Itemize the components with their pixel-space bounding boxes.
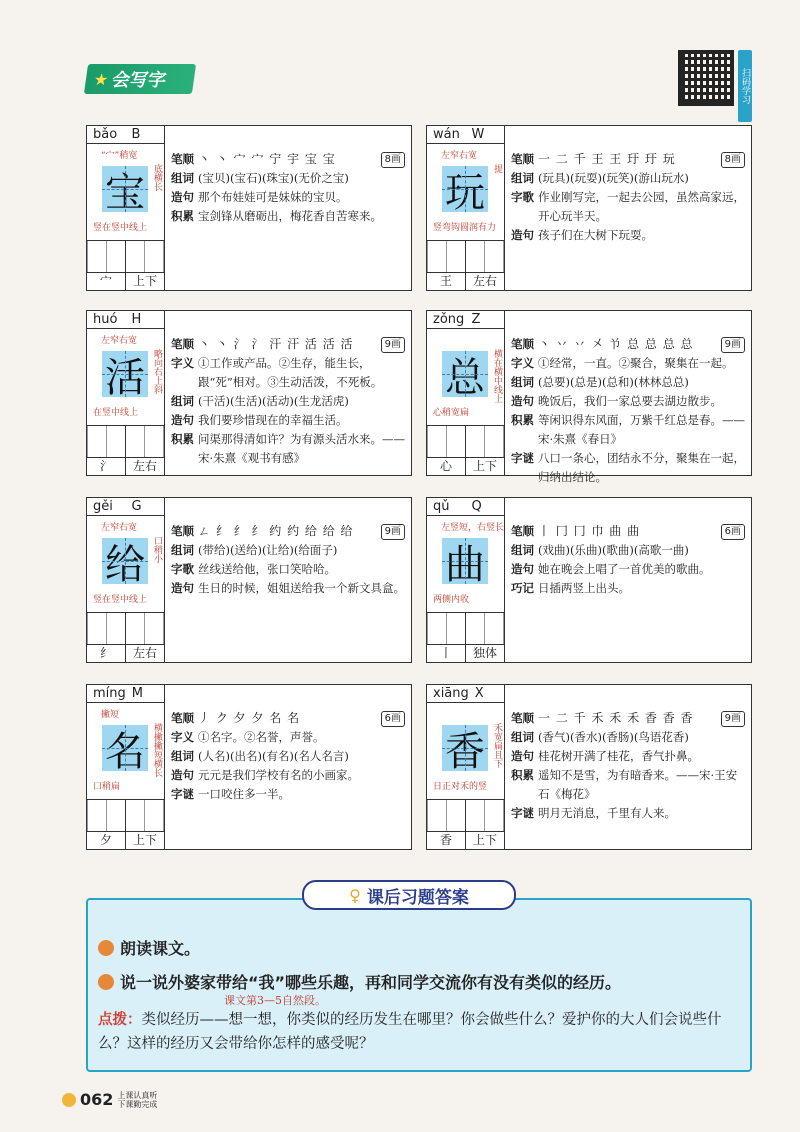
bottom-hint: 在竖中线上 <box>93 408 139 418</box>
detail-label: 积累 <box>171 432 194 446</box>
detail-row <box>511 188 745 226</box>
index-letter: Z <box>471 312 481 327</box>
stroke-sequence: 一 二 千 禾 禾 禾 香 香 香 <box>538 711 694 725</box>
stroke-sequence: 一 二 千 王 王 玗 玗 玩 <box>538 152 676 166</box>
detail-label: 造句 <box>511 394 534 408</box>
char-details <box>171 522 405 598</box>
detail-text: 问渠那得清如许？为有源头活水来。——宋·朱熹《观书有感》 <box>198 432 405 465</box>
detail-label: 积累 <box>171 209 194 223</box>
answers-title-text: 课后习题答案 <box>366 887 469 908</box>
char-writing-grid <box>87 685 165 849</box>
bottom-hint: 竖弯钩圆润有力 <box>433 223 497 233</box>
detail-label: 造句 <box>511 562 534 576</box>
char-area <box>87 144 164 240</box>
hint-label: 点拨： <box>98 1012 142 1028</box>
stroke-order-row <box>511 335 745 354</box>
stroke-label: 笔顺 <box>171 337 194 351</box>
detail-label: 字谜 <box>171 787 194 801</box>
detail-label: 造句 <box>171 768 194 782</box>
index-letter: G <box>131 499 142 514</box>
detail-label: 组词 <box>171 394 194 408</box>
stroke-count: 9画 <box>721 711 745 727</box>
char-writing-grid <box>87 311 165 475</box>
detail-text: 那个布娃娃可是妹妹的宝贝。 <box>198 190 348 204</box>
top-hint: 左窄右宽 <box>101 336 138 346</box>
index-letter: Q <box>471 499 482 514</box>
stroke-count: 8画 <box>721 152 745 168</box>
structure: 左右 <box>125 645 164 662</box>
detail-text: (干活)(生活)(活动)(生龙活虎) <box>198 394 349 408</box>
stroke-count: 9画 <box>721 337 745 353</box>
index-letter: H <box>131 312 142 327</box>
model-character: 曲 <box>442 538 488 584</box>
radical-row <box>427 272 504 290</box>
radical: 香 <box>439 833 452 847</box>
char-area <box>87 516 164 612</box>
detail-text: 作业刚写完，一起去公园，虽然高家远，开心玩半天。 <box>538 190 745 223</box>
detail-row <box>171 169 405 188</box>
pinyin-row <box>427 498 504 516</box>
practice-grid[interactable] <box>427 425 504 457</box>
detail-label: 组词 <box>511 730 534 744</box>
stroke-count: 9画 <box>381 337 405 353</box>
structure: 上下 <box>125 273 164 290</box>
pinyin: míng <box>93 686 126 701</box>
stroke-order-row <box>511 150 745 169</box>
pinyin: wán <box>433 127 460 142</box>
detail-label: 字歌 <box>511 190 534 204</box>
detail-text: (玩具)(玩耍)(玩笑)(游山玩水) <box>538 171 689 185</box>
char-writing-grid <box>87 126 165 290</box>
structure: 左右 <box>465 273 504 290</box>
detail-row <box>171 411 405 430</box>
model-character: 香 <box>442 725 488 771</box>
pinyin: xiāng <box>433 686 469 701</box>
detail-label: 字义 <box>511 356 534 370</box>
structure: 左右 <box>125 458 164 475</box>
stroke-order-row <box>171 709 405 728</box>
stroke-order-row <box>171 335 405 354</box>
detail-label: 字谜 <box>511 451 534 465</box>
detail-row <box>511 411 745 449</box>
detail-text: ①经常，一直。②聚合，聚集在一起。 <box>538 356 734 370</box>
char-details <box>511 150 745 245</box>
top-hint: “宀”稍宽 <box>101 151 138 161</box>
model-character: 给 <box>102 538 148 584</box>
stroke-label: 笔顺 <box>511 711 534 725</box>
radical: 纟 <box>99 646 112 660</box>
detail-text: 等闲识得东风面，万紫千红总是春。——宋·朱熹《春日》 <box>538 413 745 446</box>
side-hint: 横在横中线上 <box>492 349 502 403</box>
char-card <box>426 684 752 850</box>
radical: 宀 <box>99 274 112 288</box>
char-card <box>86 497 412 663</box>
qr-tab-label: 扫码学习 <box>738 50 752 122</box>
detail-text: (戏曲)(乐曲)(歌曲)(高歌一曲) <box>538 543 689 557</box>
radical-row <box>427 457 504 475</box>
side-hint: 提 <box>492 164 502 173</box>
radical-row <box>87 644 164 662</box>
top-hint: 撇短 <box>101 710 120 720</box>
detail-text: (香气)(香水)(香肠)(鸟语花香) <box>538 730 689 744</box>
detail-row <box>511 560 745 579</box>
char-area <box>427 329 504 425</box>
char-details <box>171 709 405 804</box>
detail-row <box>511 449 745 487</box>
char-writing-grid <box>427 126 505 290</box>
char-card <box>86 310 412 476</box>
detail-row <box>171 430 405 468</box>
detail-row <box>511 373 745 392</box>
structure: 上下 <box>465 458 504 475</box>
radical: 丨 <box>439 646 452 660</box>
detail-row <box>511 226 745 245</box>
stroke-sequence: ㄥ 纟 纟 纟 约 约 给 给 给 <box>198 524 354 538</box>
char-area <box>427 703 504 799</box>
pinyin-row <box>427 126 504 144</box>
char-area <box>87 329 164 425</box>
detail-label: 组词 <box>511 543 534 557</box>
detail-label: 造句 <box>511 228 534 242</box>
bottom-hint: 竖在竖中线上 <box>93 595 148 605</box>
stroke-count: 9画 <box>381 524 405 540</box>
question-2-text: 说一说外婆家带给“我”哪些乐趣，再和同学交流你有没有类似的经历。 <box>120 973 622 992</box>
page-number: 062 <box>80 1090 114 1109</box>
stroke-sequence: 丶 丶 宀 宀 宁 宇 宝 宝 <box>198 152 336 166</box>
detail-label: 组词 <box>511 171 534 185</box>
char-writing-grid <box>87 498 165 662</box>
side-hint: 略向右上斜 <box>152 349 162 394</box>
side-hint: 禾宽扁且下 <box>492 723 502 768</box>
side-hint: 底横长 <box>152 164 162 191</box>
detail-row <box>171 354 405 392</box>
pinyin-row <box>87 126 164 144</box>
detail-label: 组词 <box>511 375 534 389</box>
detail-text: 一口咬住多一半。 <box>198 787 290 801</box>
index-letter: W <box>471 127 485 142</box>
detail-row <box>511 728 745 747</box>
pinyin-row <box>87 685 164 703</box>
practice-grid[interactable] <box>87 425 164 457</box>
detail-text: 晚饭后，我们一家总要去湖边散步。 <box>538 394 722 408</box>
detail-text: 丝线送给他，张口笑哈哈。 <box>198 562 336 576</box>
detail-row <box>171 785 405 804</box>
detail-text: (人名)(出名)(有名)(名人名言) <box>198 749 349 763</box>
detail-text: ①工作或产品。②生存，能生长，跟“死”相对。③生动活泼，不死板。 <box>198 356 383 389</box>
practice-grid[interactable] <box>87 240 164 272</box>
practice-grid[interactable] <box>87 799 164 831</box>
char-area <box>87 703 164 799</box>
detail-label: 字谜 <box>511 806 534 820</box>
char-details <box>511 709 745 823</box>
radical-row <box>87 457 164 475</box>
stroke-count: 8画 <box>381 152 405 168</box>
detail-row <box>511 804 745 823</box>
radical: 王 <box>439 274 452 288</box>
detail-label: 字歌 <box>171 562 194 576</box>
stroke-sequence: 丿 ク 夕 夕 名 名 <box>198 711 301 725</box>
qr-code-icon[interactable] <box>678 50 734 106</box>
bottom-hint: 心稍宽扁 <box>433 408 470 418</box>
char-details <box>171 150 405 226</box>
stroke-order-row <box>171 150 405 169</box>
model-character: 总 <box>442 351 488 397</box>
index-letter: M <box>131 686 143 701</box>
structure: 上下 <box>465 832 504 849</box>
pinyin-row <box>427 685 504 703</box>
char-card <box>426 125 752 291</box>
radical: 夕 <box>99 833 112 847</box>
detail-label: 组词 <box>171 171 194 185</box>
detail-row <box>171 728 405 747</box>
detail-row <box>171 392 405 411</box>
detail-row <box>511 392 745 411</box>
index-letter: X <box>474 686 484 701</box>
char-details <box>511 335 745 487</box>
detail-text: 我们要珍惜现在的幸福生活。 <box>198 413 348 427</box>
char-writing-grid <box>427 685 505 849</box>
radical-row <box>427 644 504 662</box>
section-title-badge <box>84 64 196 94</box>
pinyin: zǒng <box>433 312 465 327</box>
radical: 心 <box>439 459 452 473</box>
char-card <box>426 310 752 484</box>
radical-row <box>87 831 164 849</box>
detail-text: 宝剑锋从磨砺出，梅花香自苦寒来。 <box>198 209 382 223</box>
bottom-hint: 口稍扁 <box>93 782 121 792</box>
detail-label: 造句 <box>171 581 194 595</box>
bottom-hint: 竖在竖中线上 <box>93 223 148 233</box>
stroke-label: 笔顺 <box>171 524 194 538</box>
detail-row <box>171 766 405 785</box>
detail-text: 孩子们在大树下玩耍。 <box>538 228 653 242</box>
bulb-icon: ♀ <box>349 885 361 905</box>
star-icon: ★ <box>92 69 110 89</box>
footer-slogan: 上课认真听 下课勤完成 <box>117 1090 158 1109</box>
practice-grid[interactable] <box>427 799 504 831</box>
detail-label: 积累 <box>511 413 534 427</box>
detail-text: (带给)(送给)(让给)(给面子) <box>198 543 338 557</box>
mascot-icon <box>62 1093 76 1107</box>
char-area <box>427 516 504 612</box>
practice-grid[interactable] <box>427 240 504 272</box>
detail-label: 造句 <box>171 413 194 427</box>
radical: 氵 <box>99 459 112 473</box>
detail-text: 遥知不是雪，为有暗香来。——宋·王安石《梅花》 <box>538 768 738 801</box>
pinyin: qǔ <box>433 499 450 514</box>
detail-text: (总要)(总是)(总和)(林林总总) <box>538 375 689 389</box>
question-1-text: 朗读课文。 <box>120 939 201 958</box>
top-hint: 左窄右宽 <box>441 151 478 161</box>
detail-row <box>511 541 745 560</box>
detail-text: ①名字。②名誉，声誉。 <box>198 730 325 744</box>
char-writing-grid <box>427 311 505 475</box>
detail-text: 元元是我们学校有名的小画家。 <box>198 768 359 782</box>
detail-text: 桂花树开满了桂花，香气扑鼻。 <box>538 749 699 763</box>
answers-title <box>302 880 516 910</box>
pinyin: huó <box>93 312 118 327</box>
top-hint: 左竖短，右竖长 <box>441 523 505 533</box>
structure: 独体 <box>465 645 504 662</box>
model-character: 宝 <box>102 166 148 212</box>
detail-row <box>511 747 745 766</box>
hint-paragraph <box>98 1008 748 1056</box>
question-1 <box>98 936 200 959</box>
char-card <box>426 497 752 663</box>
question-marker-icon <box>98 940 114 956</box>
question-marker-icon <box>98 974 114 990</box>
radical-row <box>427 831 504 849</box>
pinyin-row <box>427 311 504 329</box>
stroke-count: 6画 <box>721 524 745 540</box>
detail-text: (宝贝)(宝石)(珠宝)(无价之宝) <box>198 171 349 185</box>
stroke-sequence: 丶 丶 氵 氵 汗 汗 活 活 活 <box>198 337 354 351</box>
stroke-sequence: 丨 冂 冂 巾 曲 曲 <box>538 524 641 538</box>
detail-row <box>511 169 745 188</box>
detail-row <box>171 188 405 207</box>
section-title: 会写字 <box>110 70 168 91</box>
stroke-label: 笔顺 <box>511 337 534 351</box>
structure: 上下 <box>125 832 164 849</box>
question-2-note: 课文第3—5自然段。 <box>224 994 326 1007</box>
detail-label: 积累 <box>511 768 534 782</box>
model-character: 玩 <box>442 166 488 212</box>
stroke-order-row <box>171 522 405 541</box>
practice-grid[interactable] <box>87 612 164 644</box>
char-card <box>86 684 412 850</box>
stroke-label: 笔顺 <box>171 711 194 725</box>
hint-body: 类似经历——想一想，你类似的经历发生在哪里？你会做些什么？爱护你的大人们会说些什么？这样的经历又会带给你怎样的感受呢？ <box>98 1012 722 1052</box>
detail-label: 组词 <box>171 749 194 763</box>
char-area <box>427 144 504 240</box>
char-details <box>511 522 745 598</box>
detail-label: 组词 <box>171 543 194 557</box>
detail-row <box>171 560 405 579</box>
question-2 <box>98 970 621 993</box>
practice-grid[interactable] <box>427 612 504 644</box>
detail-row <box>511 579 745 598</box>
detail-row <box>171 207 405 226</box>
pinyin-row <box>87 311 164 329</box>
detail-row <box>171 747 405 766</box>
detail-row <box>511 766 745 804</box>
page-footer <box>62 1090 157 1109</box>
detail-row <box>171 579 405 598</box>
stroke-label: 笔顺 <box>511 152 534 166</box>
top-hint: 左窄右宽 <box>101 523 138 533</box>
detail-text: 她在晚会上唱了一首优美的歌曲。 <box>538 562 711 576</box>
stroke-label: 笔顺 <box>171 152 194 166</box>
model-character: 名 <box>102 725 148 771</box>
radical-row <box>87 272 164 290</box>
detail-row <box>171 541 405 560</box>
detail-label: 巧记 <box>511 581 534 595</box>
detail-label: 字义 <box>171 356 194 370</box>
detail-label: 造句 <box>511 749 534 763</box>
side-hint: 口稍小 <box>152 536 162 563</box>
char-card <box>86 125 412 291</box>
stroke-order-row <box>511 709 745 728</box>
char-details <box>171 335 405 468</box>
model-character: 活 <box>102 351 148 397</box>
pinyin-row <box>87 498 164 516</box>
char-writing-grid <box>427 498 505 662</box>
stroke-order-row <box>511 522 745 541</box>
detail-label: 字义 <box>171 730 194 744</box>
detail-text: 八口一条心，团结永不分，聚集在一起，归纳出结论。 <box>538 451 745 484</box>
side-hint: 横撇撇短横长 <box>152 723 162 777</box>
detail-text: 日插两竖上出头。 <box>538 581 630 595</box>
bottom-hint: 日正对禾的竖 <box>433 782 488 792</box>
stroke-sequence: 丶 丷 丷 㐅 兯 总 总 总 总 <box>538 337 694 351</box>
bottom-hint: 两侧内收 <box>433 595 470 605</box>
stroke-label: 笔顺 <box>511 524 534 538</box>
detail-row <box>511 354 745 373</box>
stroke-count: 6画 <box>381 711 405 727</box>
detail-text: 明月无消息，千里有人来。 <box>538 806 676 820</box>
pinyin: bǎo <box>93 127 118 142</box>
pinyin: gěi <box>93 499 113 514</box>
detail-label: 造句 <box>171 190 194 204</box>
index-letter: B <box>131 127 141 142</box>
detail-text: 生日的时候，姐姐送给我一个新文具盒。 <box>198 581 405 595</box>
